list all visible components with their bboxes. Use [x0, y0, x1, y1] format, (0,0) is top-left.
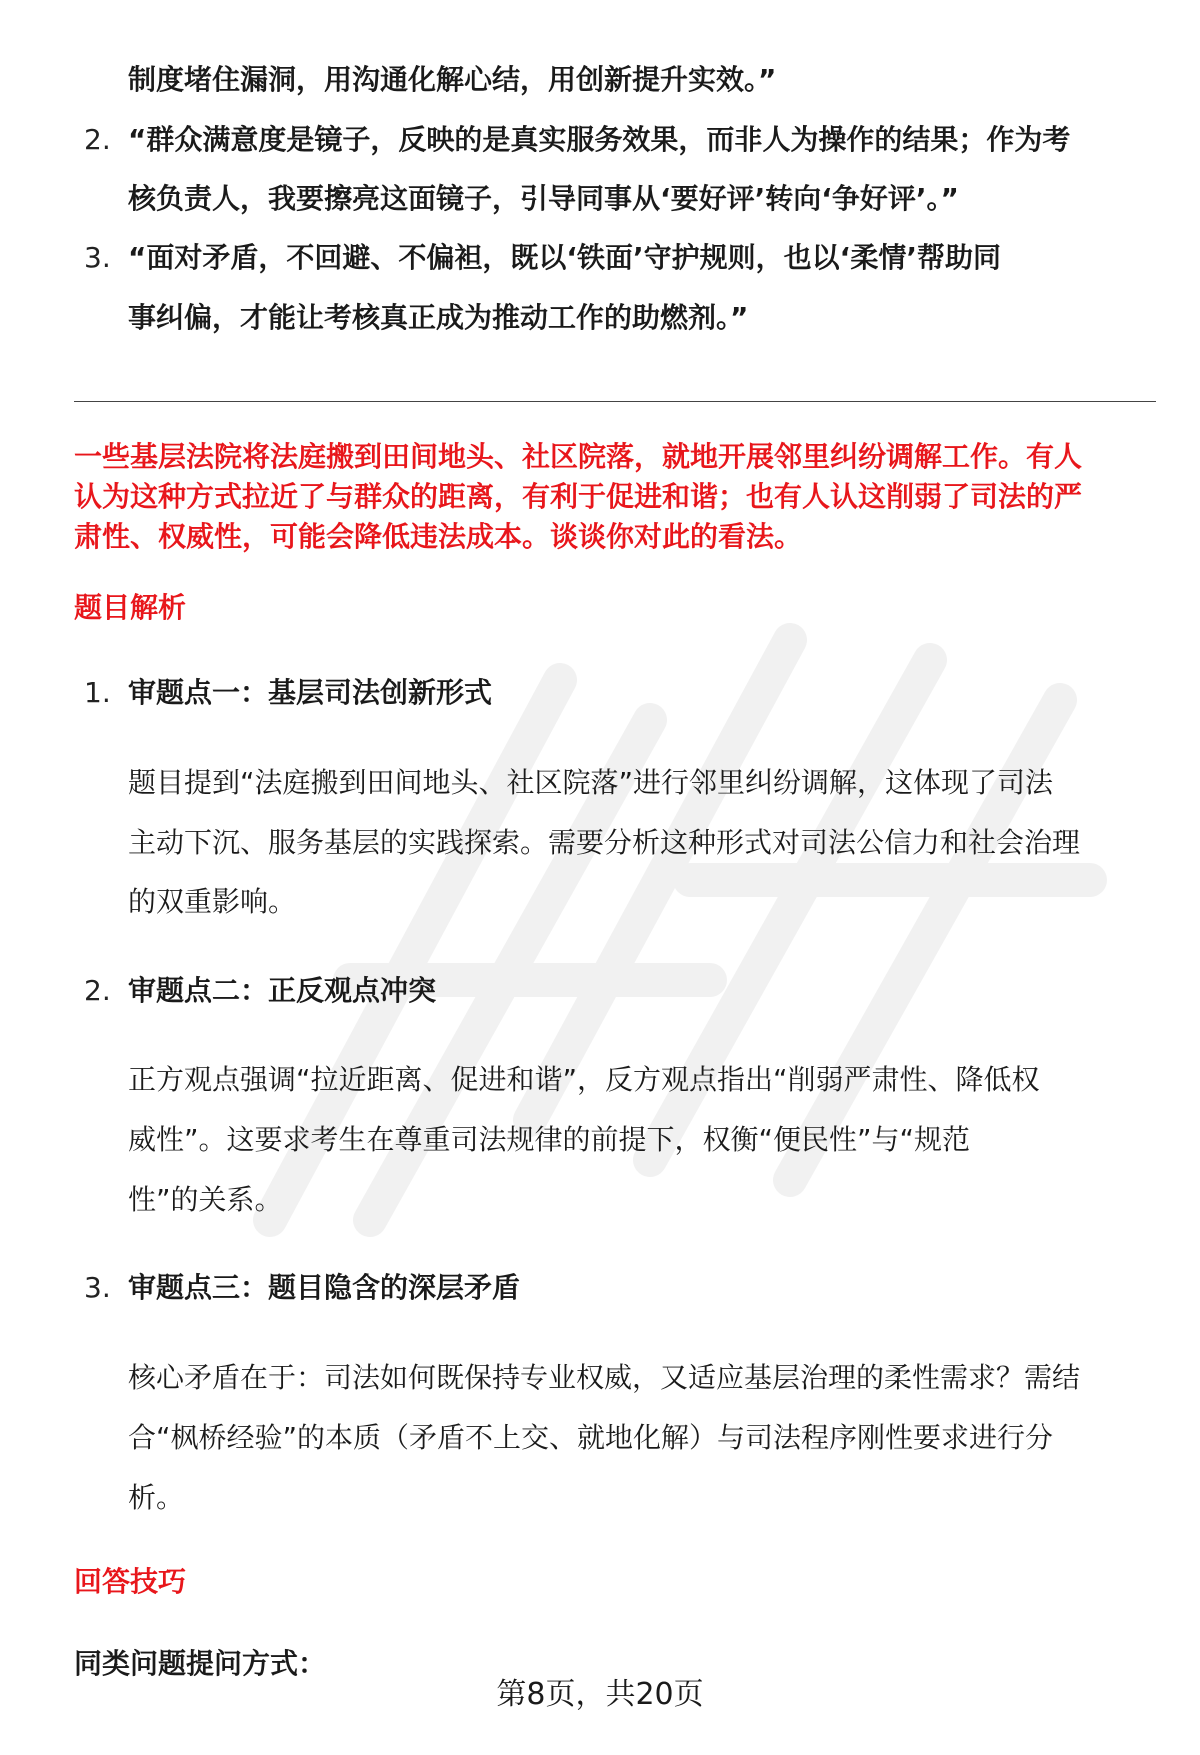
point-3-number: 3.: [84, 1271, 111, 1304]
question-line-1: 一些基层法院将法庭搬到田间地头、社区院落，就地开展邻里纠纷调解工作。有人: [74, 440, 1083, 473]
quote-3-number: 3.: [84, 241, 111, 274]
point-3-body-2: 合“枫桥经验”的本质（矛盾不上交、就地化解）与司法程序刚性要求进行分: [128, 1421, 1054, 1454]
point-2-body-2: 威性”。这要求考生在尊重司法规律的前提下，权衡“便民性”与“规范: [128, 1123, 971, 1156]
point-1-body-3: 的双重影响。: [128, 885, 297, 918]
quote-1-line-1: 制度堵住漏洞，用沟通化解心结，用创新提升实效。”: [128, 63, 777, 96]
question-line-2: 认为这种方式拉近了与群众的距离，有利于促进和谐；也有人认这削弱了司法的严: [74, 480, 1083, 513]
point-3-body-3: 析。: [128, 1481, 185, 1514]
point-1-number: 1.: [84, 676, 111, 709]
point-3-title: 审题点三：题目隐含的深层矛盾: [128, 1271, 521, 1304]
question-line-3: 肃性、权威性，可能会降低违法成本。谈谈你对此的看法。: [74, 520, 803, 553]
quote-2-number: 2.: [84, 123, 111, 156]
quote-2-line-2: 核负责人，我要擦亮这面镜子，引导同事从‘要好评’转向‘争好评’。”: [128, 182, 959, 215]
tips-subheading: 同类问题提问方式：: [74, 1647, 327, 1680]
point-2-number: 2.: [84, 974, 111, 1007]
quote-3-line-2: 事纠偏，才能让考核真正成为推动工作的助燃剂。”: [128, 301, 749, 334]
quote-3-line-1: “面对矛盾，不回避、不偏袒，既以‘铁面’守护规则，也以‘柔情’帮助同: [128, 241, 1001, 274]
analysis-heading: 题目解析: [74, 591, 187, 624]
point-1-title: 审题点一：基层司法创新形式: [128, 676, 493, 709]
point-2-body-3: 性”的关系。: [128, 1183, 283, 1216]
point-1-body-2: 主动下沉、服务基层的实践探索。需要分析这种形式对司法公信力和社会治理: [128, 826, 1081, 859]
point-3-body-1: 核心矛盾在于：司法如何既保持专业权威，又适应基层治理的柔性需求？需结: [128, 1361, 1081, 1394]
section-divider: [74, 401, 1156, 402]
point-1-body-1: 题目提到“法庭搬到田间地头、社区院落”进行邻里纠纷调解，这体现了司法: [128, 766, 1054, 799]
point-2-body-1: 正方观点强调“拉近距离、促进和谐”，反方观点指出“削弱严肃性、降低权: [128, 1063, 1040, 1096]
quote-2-line-1: “群众满意度是镜子，反映的是真实服务效果，而非人为操作的结果；作为考: [128, 123, 1071, 156]
tips-heading: 回答技巧: [74, 1565, 187, 1598]
page-number-footer: 第8页，共20页: [496, 1677, 704, 1712]
point-2-title: 审题点二：正反观点冲突: [128, 974, 437, 1007]
